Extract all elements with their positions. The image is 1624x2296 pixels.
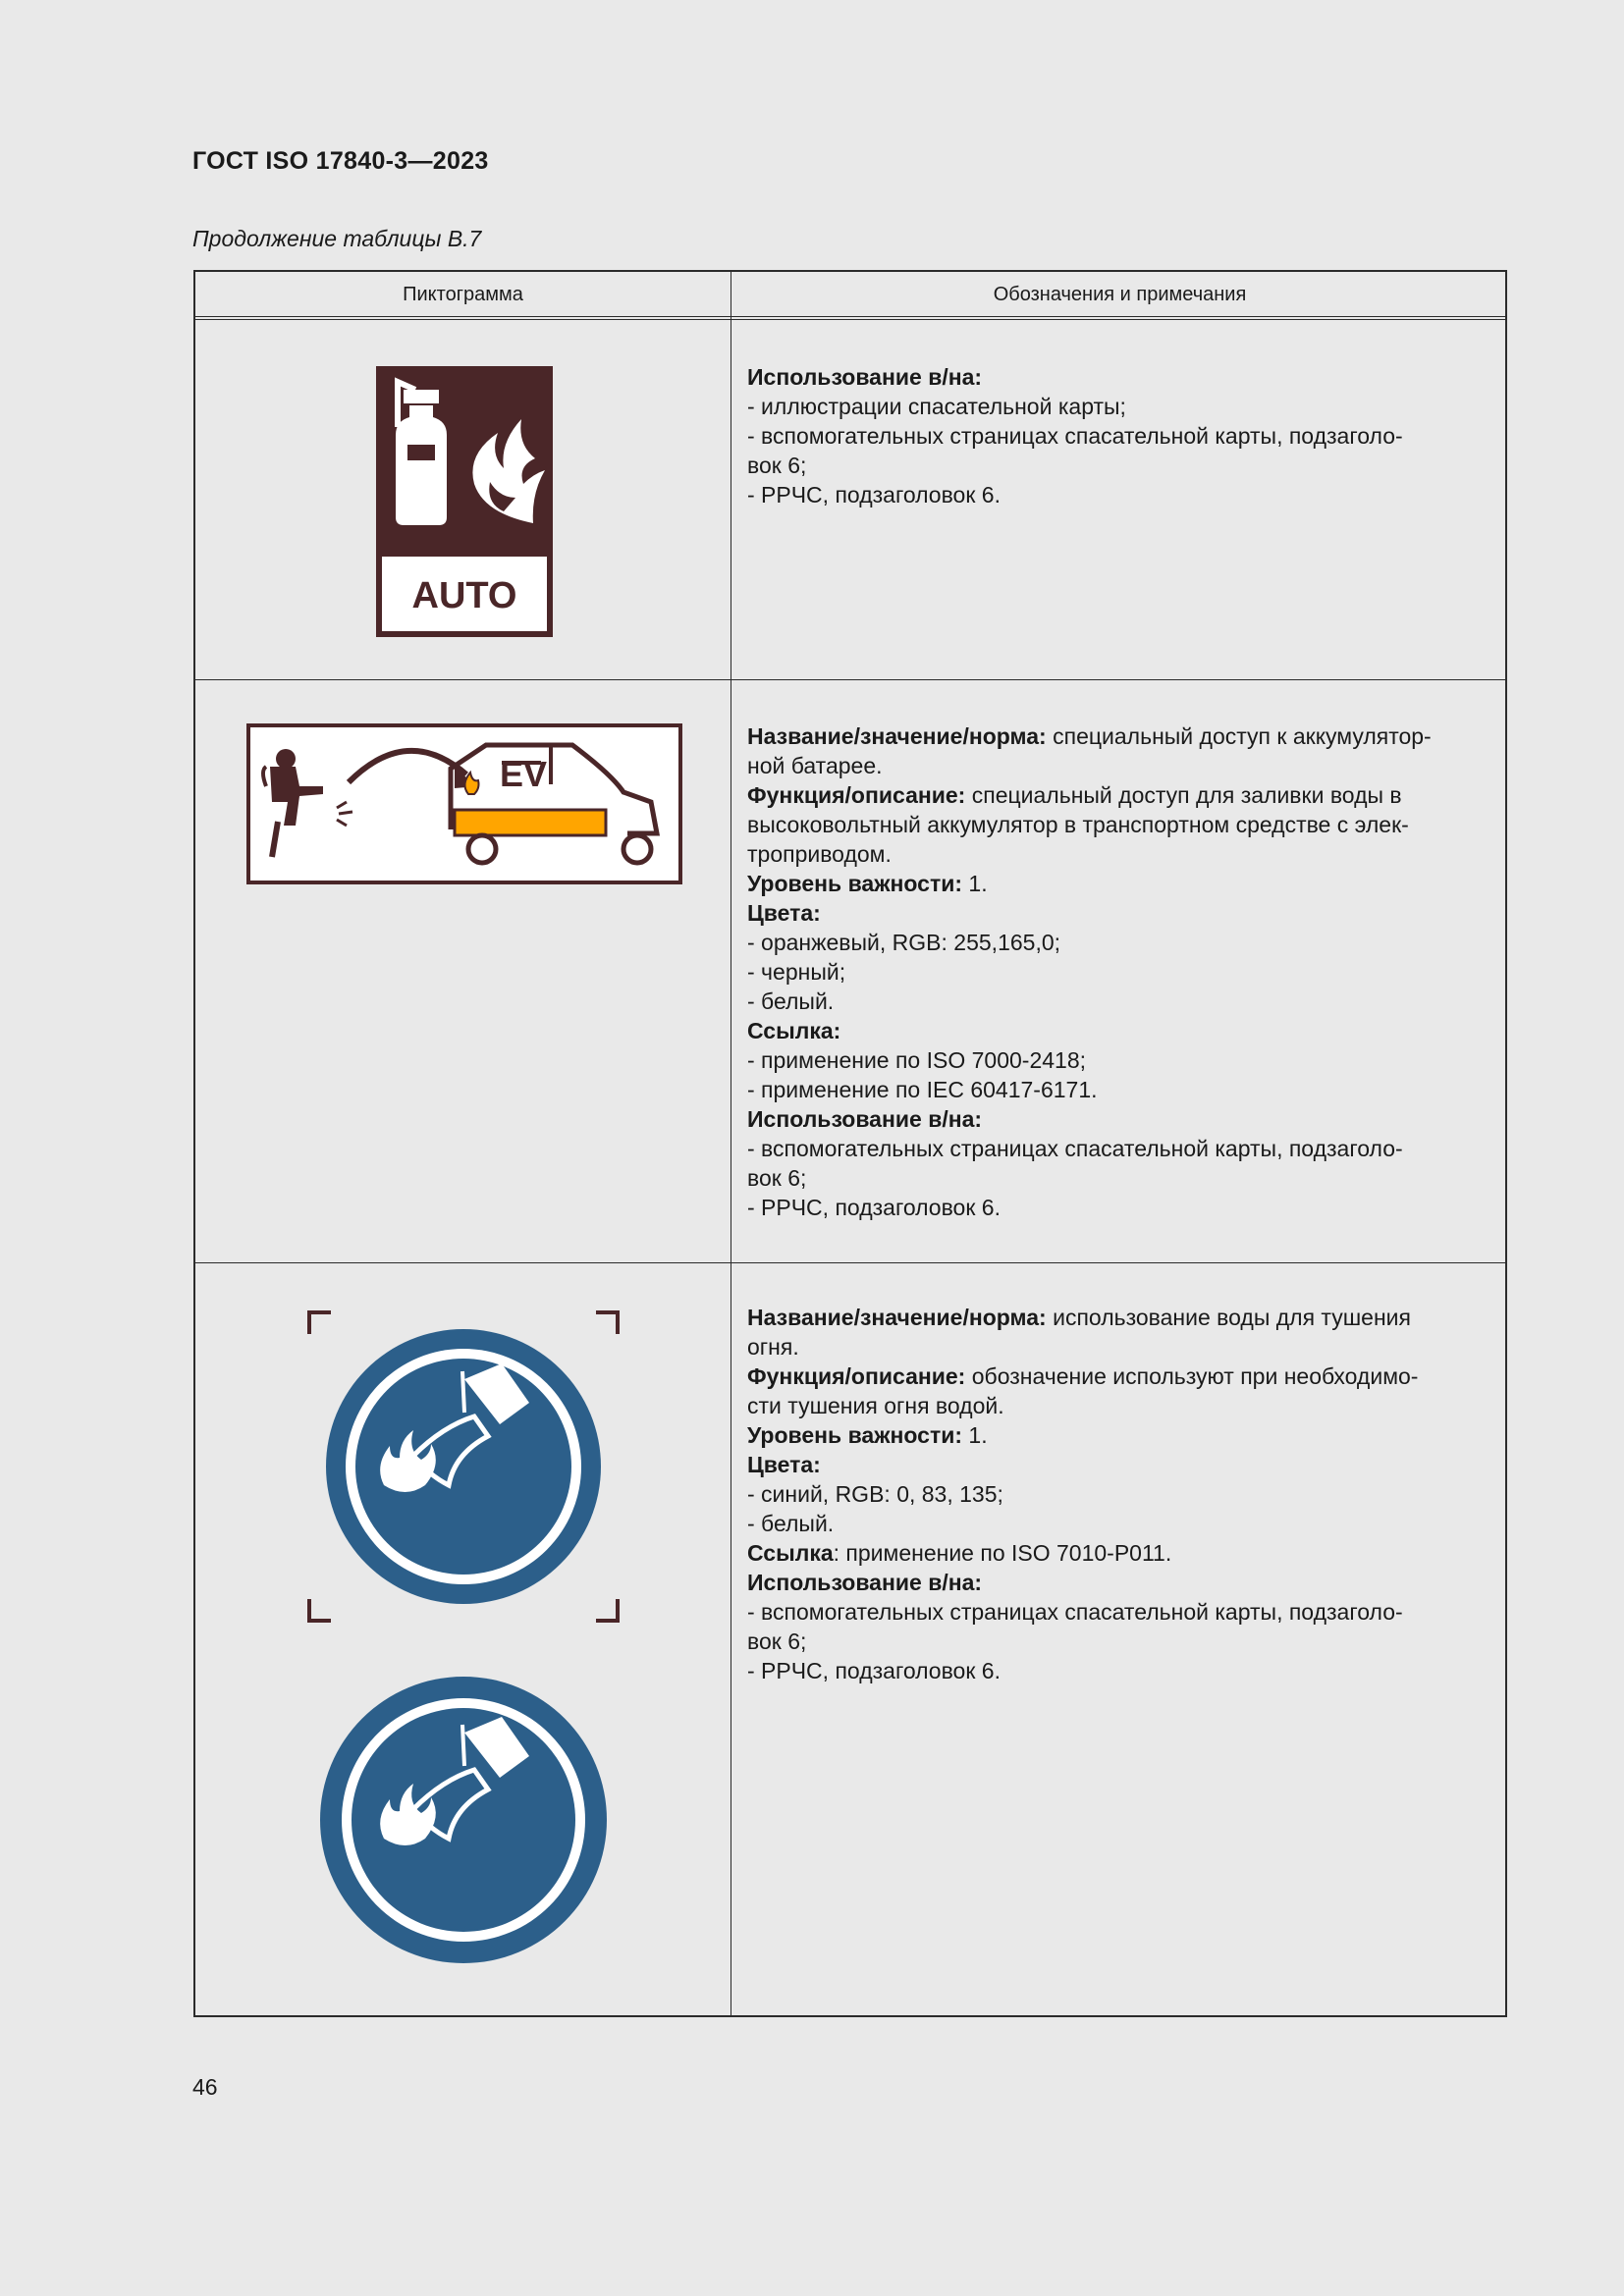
table-header	[195, 272, 1505, 317]
row3-notes: Название/значение/норма: использование воды для тушения огня. Функция/описание: обозначение используют при необходимо- сти тушения огня водой. Уровень важности: 1. Цвета: - синий, RGB: 0, 83, 135; - белый. Ссылка: применение по ISO 7010-P011. Использование в/на: - вспомогательных страницах спасательной карты, подзаголо- вок 6; - РРЧС, подзаголовок 6.	[747, 1305, 1419, 1683]
pictogram-table	[193, 270, 1507, 2017]
document-title: ГОСТ ISO 17840-3—2023	[192, 147, 489, 175]
table-caption: Продолжение таблицы В.7	[192, 226, 482, 251]
header-pictogram: Пиктограмма	[403, 284, 523, 305]
ev-label: EV	[500, 754, 548, 794]
row-divider	[195, 679, 1505, 680]
water-extinguish-icon	[305, 1308, 622, 1625]
header-notes: Обозначения и примечания	[993, 284, 1247, 305]
header-divider	[195, 319, 1505, 320]
water-extinguish-icon-alt	[317, 1674, 610, 1966]
row2-notes: Название/значение/норма: специальный доступ к аккумулятор- ной батарее. Функция/описание: специальный доступ для заливки воды в высоковольтный аккумулятор в транспортном средстве с элек- троприводом. Уровень важности: 1. Цвета: - оранжевый, RGB: 255,165,0; - черный; - белый. Ссылка: - применение по ISO 7000-2418; - применение по IEC 60417-6171. Использование в/на: - вспомогательных страницах спасательной карты, подзаголо- вок 6; - РРЧС, подзаголовок 6.	[747, 723, 1432, 1220]
fire-extinguisher-icon	[376, 366, 553, 637]
auto-label: AUTO	[411, 575, 517, 616]
row1-notes: Использование в/на: - иллюстрации спасательной карты; - вспомогательных страницах спасательной карты, подзаголо- вок 6; - РРЧС, подзаголовок 6.	[747, 364, 1403, 507]
ev-battery-access-icon	[246, 723, 682, 884]
row-divider	[195, 1262, 1505, 1263]
page-number: 46	[192, 2074, 218, 2100]
